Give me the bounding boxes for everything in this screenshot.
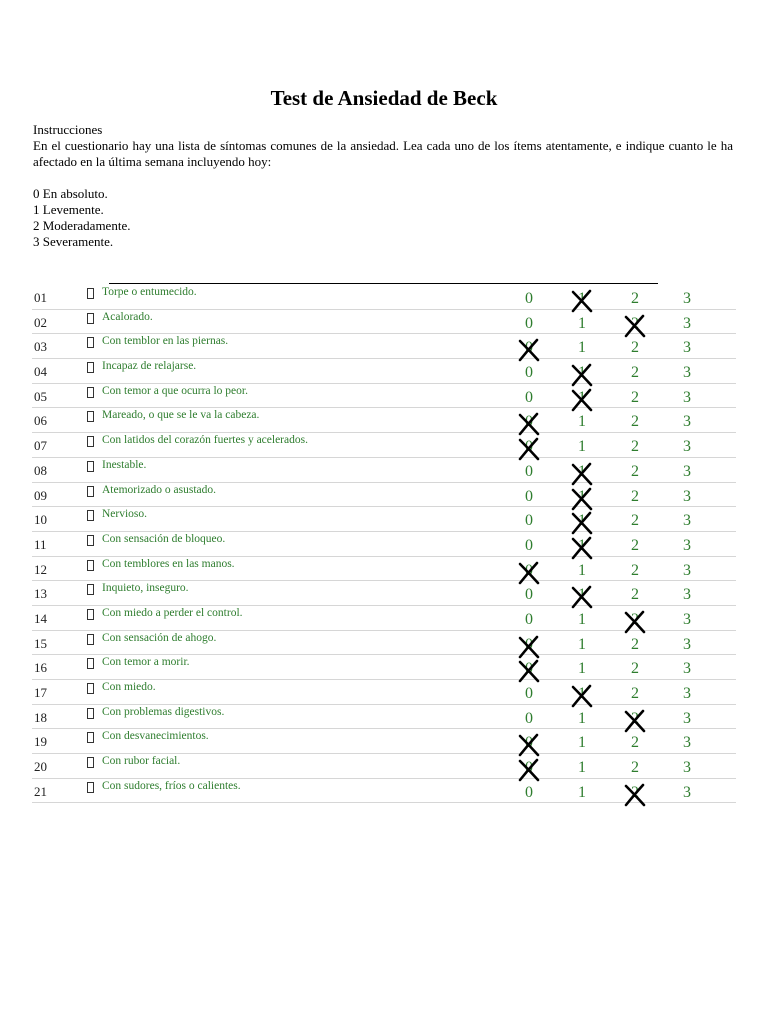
option-1[interactable] bbox=[572, 586, 592, 604]
scale-item: 1 Levemente. bbox=[33, 202, 104, 217]
table-row bbox=[32, 631, 736, 656]
option-value: 1 bbox=[578, 314, 586, 332]
option-0[interactable] bbox=[519, 562, 539, 580]
table-row bbox=[32, 680, 736, 705]
option-value: 2 bbox=[631, 685, 639, 702]
option-3[interactable] bbox=[677, 586, 697, 604]
option-value: 2 bbox=[631, 487, 639, 505]
option-value: 3 bbox=[683, 290, 691, 307]
option-value: 2 bbox=[631, 759, 639, 777]
option-2[interactable] bbox=[625, 315, 645, 333]
scale-item: 3 Severamente. bbox=[33, 234, 114, 249]
option-value: 0 bbox=[525, 734, 533, 752]
checkbox-glyph-icon bbox=[87, 387, 94, 398]
item-number: 01 bbox=[34, 290, 47, 305]
table-top-rule bbox=[109, 283, 658, 284]
option-value: 3 bbox=[683, 364, 691, 382]
item-number: 18 bbox=[34, 709, 47, 725]
option-2[interactable] bbox=[625, 488, 645, 506]
option-value: 1 bbox=[578, 734, 586, 752]
item-number: 10 bbox=[34, 512, 47, 528]
checkbox-glyph-icon bbox=[87, 584, 94, 595]
item-label: Con miedo. bbox=[102, 681, 156, 693]
table-row bbox=[32, 557, 736, 582]
option-value: 0 bbox=[525, 462, 533, 480]
option-value: 0 bbox=[525, 561, 533, 579]
option-value: 3 bbox=[683, 759, 691, 777]
item-label: Con sensación de bloqueo. bbox=[102, 532, 226, 545]
option-1[interactable] bbox=[572, 463, 592, 481]
option-1[interactable] bbox=[572, 784, 592, 802]
option-value: 2 bbox=[631, 561, 639, 579]
option-0[interactable] bbox=[519, 413, 539, 431]
item-label: Con problemas digestivos. bbox=[102, 705, 225, 718]
item-number: 14 bbox=[34, 610, 47, 626]
option-value: 1 bbox=[578, 635, 586, 653]
table-row bbox=[32, 754, 736, 779]
item-number: 12 bbox=[34, 561, 47, 577]
item-label: Mareado, o que se le va la cabeza. bbox=[102, 409, 260, 422]
option-value: 2 bbox=[631, 314, 639, 332]
table-row bbox=[32, 310, 736, 335]
item-label: Torpe o entumecido. bbox=[102, 286, 197, 298]
table-row bbox=[32, 581, 736, 606]
option-0[interactable] bbox=[519, 315, 539, 333]
option-2[interactable] bbox=[625, 611, 645, 629]
option-1[interactable] bbox=[572, 290, 592, 308]
option-3[interactable] bbox=[677, 488, 697, 506]
option-3[interactable] bbox=[677, 413, 697, 431]
checkbox-glyph-icon bbox=[87, 313, 94, 324]
checkbox-glyph-icon bbox=[87, 708, 94, 719]
checkbox-glyph-icon bbox=[87, 486, 94, 497]
option-value: 1 bbox=[578, 685, 586, 702]
option-0[interactable] bbox=[519, 290, 539, 308]
option-0[interactable] bbox=[519, 734, 539, 752]
option-value: 2 bbox=[631, 586, 639, 604]
page-title: Test de Ansiedad de Beck bbox=[270, 86, 498, 110]
option-0[interactable] bbox=[519, 438, 539, 456]
option-3[interactable] bbox=[677, 784, 697, 802]
option-3[interactable] bbox=[677, 759, 697, 777]
option-value: 3 bbox=[683, 685, 691, 702]
option-value: 3 bbox=[683, 512, 691, 530]
checkbox-glyph-icon bbox=[87, 362, 94, 373]
option-value: 2 bbox=[631, 462, 639, 480]
table-row bbox=[32, 606, 736, 631]
option-value: 0 bbox=[525, 783, 533, 801]
table-row bbox=[32, 532, 736, 557]
questionnaire-table bbox=[32, 285, 736, 803]
option-value: 0 bbox=[525, 635, 533, 653]
option-value: 3 bbox=[683, 413, 691, 431]
option-value: 2 bbox=[631, 388, 639, 406]
item-label: Con latidos del corazón fuertes y acelerados. bbox=[102, 434, 308, 447]
option-3[interactable] bbox=[677, 364, 697, 382]
instructions-block bbox=[33, 122, 733, 250]
option-0[interactable] bbox=[519, 537, 539, 555]
scale-item: 0 En absoluto. bbox=[33, 186, 108, 201]
option-1[interactable] bbox=[572, 537, 592, 555]
option-value: 2 bbox=[631, 339, 639, 357]
option-value: 3 bbox=[683, 709, 691, 727]
option-1[interactable] bbox=[572, 660, 592, 678]
option-0[interactable] bbox=[519, 784, 539, 802]
option-value: 3 bbox=[683, 462, 691, 480]
checkbox-glyph-icon bbox=[87, 609, 94, 620]
option-value: 3 bbox=[683, 660, 691, 678]
option-value: 3 bbox=[683, 339, 691, 357]
option-value: 2 bbox=[631, 635, 639, 653]
option-3[interactable] bbox=[677, 389, 697, 407]
option-0[interactable] bbox=[519, 660, 539, 678]
option-value: 1 bbox=[578, 413, 586, 431]
option-1[interactable] bbox=[572, 611, 592, 629]
option-2[interactable] bbox=[625, 685, 645, 703]
option-value: 1 bbox=[578, 783, 586, 801]
item-number: 19 bbox=[34, 734, 47, 750]
option-1[interactable] bbox=[572, 389, 592, 407]
option-value: 1 bbox=[578, 290, 586, 307]
item-label: Con temor a que ocurra lo peor. bbox=[102, 384, 248, 397]
item-number: 02 bbox=[34, 314, 47, 330]
instructions-text: En el cuestionario hay una lista de síntomas comunes de la ansiedad. Lea cada uno de los ítems atentamente, e indique cuanto le ha afectado en la última semana incluyendo hoy: bbox=[33, 138, 733, 169]
option-value: 0 bbox=[525, 438, 533, 456]
option-0[interactable] bbox=[519, 339, 539, 357]
option-value: 2 bbox=[631, 413, 639, 431]
option-value: 0 bbox=[525, 536, 533, 554]
item-number: 20 bbox=[34, 759, 47, 775]
option-value: 0 bbox=[525, 759, 533, 777]
option-value: 3 bbox=[683, 610, 691, 628]
option-value: 2 bbox=[631, 536, 639, 554]
option-value: 1 bbox=[578, 339, 586, 357]
option-1[interactable] bbox=[572, 413, 592, 431]
checkbox-glyph-icon bbox=[87, 634, 94, 645]
item-label: Con sensación de ahogo. bbox=[102, 631, 217, 644]
checkbox-glyph-icon bbox=[87, 510, 94, 521]
checkbox-glyph-icon bbox=[87, 683, 94, 694]
item-label: Con rubor facial. bbox=[102, 755, 181, 768]
option-value: 0 bbox=[525, 660, 533, 678]
checkbox-glyph-icon bbox=[87, 337, 94, 348]
option-0[interactable] bbox=[519, 512, 539, 530]
option-value: 0 bbox=[525, 314, 533, 332]
item-number: 08 bbox=[34, 462, 47, 478]
table-row bbox=[32, 458, 736, 483]
option-value: 1 bbox=[578, 709, 586, 727]
checkbox-glyph-icon bbox=[87, 288, 94, 299]
item-number: 13 bbox=[34, 586, 47, 602]
option-2[interactable] bbox=[625, 636, 645, 654]
option-value: 1 bbox=[578, 487, 586, 505]
option-value: 2 bbox=[631, 660, 639, 678]
option-value: 3 bbox=[683, 487, 691, 505]
option-value: 0 bbox=[525, 512, 533, 530]
option-3[interactable] bbox=[677, 685, 697, 703]
option-2[interactable] bbox=[625, 562, 645, 580]
option-value: 2 bbox=[631, 734, 639, 752]
option-0[interactable] bbox=[519, 488, 539, 506]
checkbox-glyph-icon bbox=[87, 658, 94, 669]
table-row bbox=[32, 384, 736, 409]
item-number: 05 bbox=[34, 388, 47, 404]
table-row bbox=[32, 285, 736, 310]
item-number: 07 bbox=[34, 438, 47, 454]
item-label: Con sudores, fríos o calientes. bbox=[102, 779, 241, 792]
option-3[interactable] bbox=[677, 636, 697, 654]
item-number: 21 bbox=[34, 783, 47, 799]
option-value: 3 bbox=[683, 438, 691, 456]
table-row bbox=[32, 359, 736, 384]
option-2[interactable] bbox=[625, 339, 645, 357]
option-3[interactable] bbox=[677, 512, 697, 530]
item-label: Inquieto, inseguro. bbox=[102, 582, 189, 595]
table-row bbox=[32, 334, 736, 359]
option-2[interactable] bbox=[625, 290, 645, 308]
option-1[interactable] bbox=[572, 685, 592, 703]
option-value: 0 bbox=[525, 413, 533, 431]
item-label: Con temblores en las manos. bbox=[102, 557, 235, 570]
option-1[interactable] bbox=[572, 734, 592, 752]
option-value: 1 bbox=[578, 438, 586, 456]
option-value: 0 bbox=[525, 685, 533, 702]
table-row bbox=[32, 433, 736, 458]
option-3[interactable] bbox=[677, 734, 697, 752]
option-value: 2 bbox=[631, 438, 639, 456]
option-2[interactable] bbox=[625, 734, 645, 752]
option-1[interactable] bbox=[572, 315, 592, 333]
option-1[interactable] bbox=[572, 512, 592, 530]
option-2[interactable] bbox=[625, 710, 645, 728]
option-value: 1 bbox=[578, 759, 586, 777]
option-1[interactable] bbox=[572, 364, 592, 382]
item-number: 03 bbox=[34, 339, 47, 355]
option-1[interactable] bbox=[572, 339, 592, 357]
option-1[interactable] bbox=[572, 710, 592, 728]
table-row bbox=[32, 779, 736, 804]
checkbox-glyph-icon bbox=[87, 535, 94, 546]
option-value: 3 bbox=[683, 314, 691, 332]
option-2[interactable] bbox=[625, 389, 645, 407]
option-2[interactable] bbox=[625, 537, 645, 555]
option-value: 0 bbox=[525, 610, 533, 628]
checkbox-glyph-icon bbox=[87, 461, 94, 472]
option-2[interactable] bbox=[625, 759, 645, 777]
checkbox-glyph-icon bbox=[87, 782, 94, 793]
option-3[interactable] bbox=[677, 562, 697, 580]
option-value: 2 bbox=[631, 290, 639, 307]
option-value: 2 bbox=[631, 512, 639, 530]
item-number: 15 bbox=[34, 635, 47, 651]
option-value: 1 bbox=[578, 364, 586, 382]
option-value: 3 bbox=[683, 783, 691, 801]
option-value: 3 bbox=[683, 561, 691, 579]
option-3[interactable] bbox=[677, 537, 697, 555]
option-3[interactable] bbox=[677, 290, 697, 308]
option-1[interactable] bbox=[572, 562, 592, 580]
table-row bbox=[32, 705, 736, 730]
option-value: 1 bbox=[578, 388, 586, 406]
item-label: Con desvanecimientos. bbox=[102, 730, 209, 743]
item-number: 06 bbox=[34, 413, 47, 429]
option-2[interactable] bbox=[625, 438, 645, 456]
table-row bbox=[32, 507, 736, 532]
option-0[interactable] bbox=[519, 463, 539, 481]
option-value: 0 bbox=[525, 388, 533, 406]
cross-mark-icon bbox=[623, 784, 647, 808]
option-2[interactable] bbox=[625, 364, 645, 382]
option-value: 1 bbox=[578, 536, 586, 554]
option-1[interactable] bbox=[572, 438, 592, 456]
option-value: 1 bbox=[578, 561, 586, 579]
option-0[interactable] bbox=[519, 636, 539, 654]
option-3[interactable] bbox=[677, 339, 697, 357]
item-label: Con temor a morir. bbox=[102, 656, 190, 669]
checkbox-glyph-icon bbox=[87, 560, 94, 571]
option-0[interactable] bbox=[519, 586, 539, 604]
option-3[interactable] bbox=[677, 710, 697, 728]
option-0[interactable] bbox=[519, 364, 539, 382]
option-value: 3 bbox=[683, 388, 691, 406]
item-label: Atemorizado o asustado. bbox=[102, 483, 217, 496]
option-0[interactable] bbox=[519, 685, 539, 703]
option-value: 3 bbox=[683, 635, 691, 653]
option-value: 0 bbox=[525, 339, 533, 357]
table-row bbox=[32, 408, 736, 433]
checkbox-glyph-icon bbox=[87, 436, 94, 447]
option-value: 1 bbox=[578, 610, 586, 628]
checkbox-glyph-icon bbox=[87, 411, 94, 422]
option-3[interactable] bbox=[677, 438, 697, 456]
checkbox-glyph-icon bbox=[87, 732, 94, 743]
item-number: 09 bbox=[34, 487, 47, 503]
option-0[interactable] bbox=[519, 759, 539, 777]
option-3[interactable] bbox=[677, 660, 697, 678]
item-label: Con temblor en las piernas. bbox=[102, 335, 229, 348]
option-value: 0 bbox=[525, 487, 533, 505]
option-value: 2 bbox=[631, 783, 639, 801]
item-label: Inestable. bbox=[102, 458, 147, 471]
item-label: Incapaz de relajarse. bbox=[102, 360, 197, 373]
option-value: 1 bbox=[578, 660, 586, 678]
option-2[interactable] bbox=[625, 784, 645, 802]
item-number: 17 bbox=[34, 685, 47, 700]
option-3[interactable] bbox=[677, 315, 697, 333]
option-value: 0 bbox=[525, 364, 533, 382]
option-value: 1 bbox=[578, 512, 586, 530]
item-number: 16 bbox=[34, 660, 47, 676]
option-value: 1 bbox=[578, 586, 586, 604]
item-number: 11 bbox=[34, 536, 47, 552]
scale-legend bbox=[33, 186, 733, 250]
checkbox-glyph-icon bbox=[87, 757, 94, 768]
option-value: 3 bbox=[683, 734, 691, 752]
option-0[interactable] bbox=[519, 389, 539, 407]
option-2[interactable] bbox=[625, 586, 645, 604]
option-3[interactable] bbox=[677, 611, 697, 629]
option-2[interactable] bbox=[625, 512, 645, 530]
option-1[interactable] bbox=[572, 636, 592, 654]
option-3[interactable] bbox=[677, 463, 697, 481]
item-number: 04 bbox=[34, 364, 47, 380]
option-2[interactable] bbox=[625, 413, 645, 431]
option-value: 3 bbox=[683, 536, 691, 554]
option-value: 0 bbox=[525, 709, 533, 727]
option-value: 0 bbox=[525, 586, 533, 604]
item-label: Acalorado. bbox=[102, 310, 153, 323]
option-value: 0 bbox=[525, 290, 533, 307]
item-label: Nervioso. bbox=[102, 508, 148, 521]
table-row bbox=[32, 655, 736, 680]
option-value: 1 bbox=[578, 462, 586, 480]
option-value: 2 bbox=[631, 364, 639, 382]
option-0[interactable] bbox=[519, 611, 539, 629]
option-0[interactable] bbox=[519, 710, 539, 728]
option-1[interactable] bbox=[572, 488, 592, 506]
option-value: 3 bbox=[683, 586, 691, 604]
item-label: Con miedo a perder el control. bbox=[102, 606, 243, 619]
option-value: 2 bbox=[631, 709, 639, 727]
option-2[interactable] bbox=[625, 463, 645, 481]
option-1[interactable] bbox=[572, 759, 592, 777]
option-value: 2 bbox=[631, 610, 639, 628]
scale-item: 2 Moderadamente. bbox=[33, 218, 131, 233]
table-row bbox=[32, 729, 736, 754]
instructions-heading: Instrucciones bbox=[33, 122, 103, 137]
table-row bbox=[32, 483, 736, 508]
option-2[interactable] bbox=[625, 660, 645, 678]
